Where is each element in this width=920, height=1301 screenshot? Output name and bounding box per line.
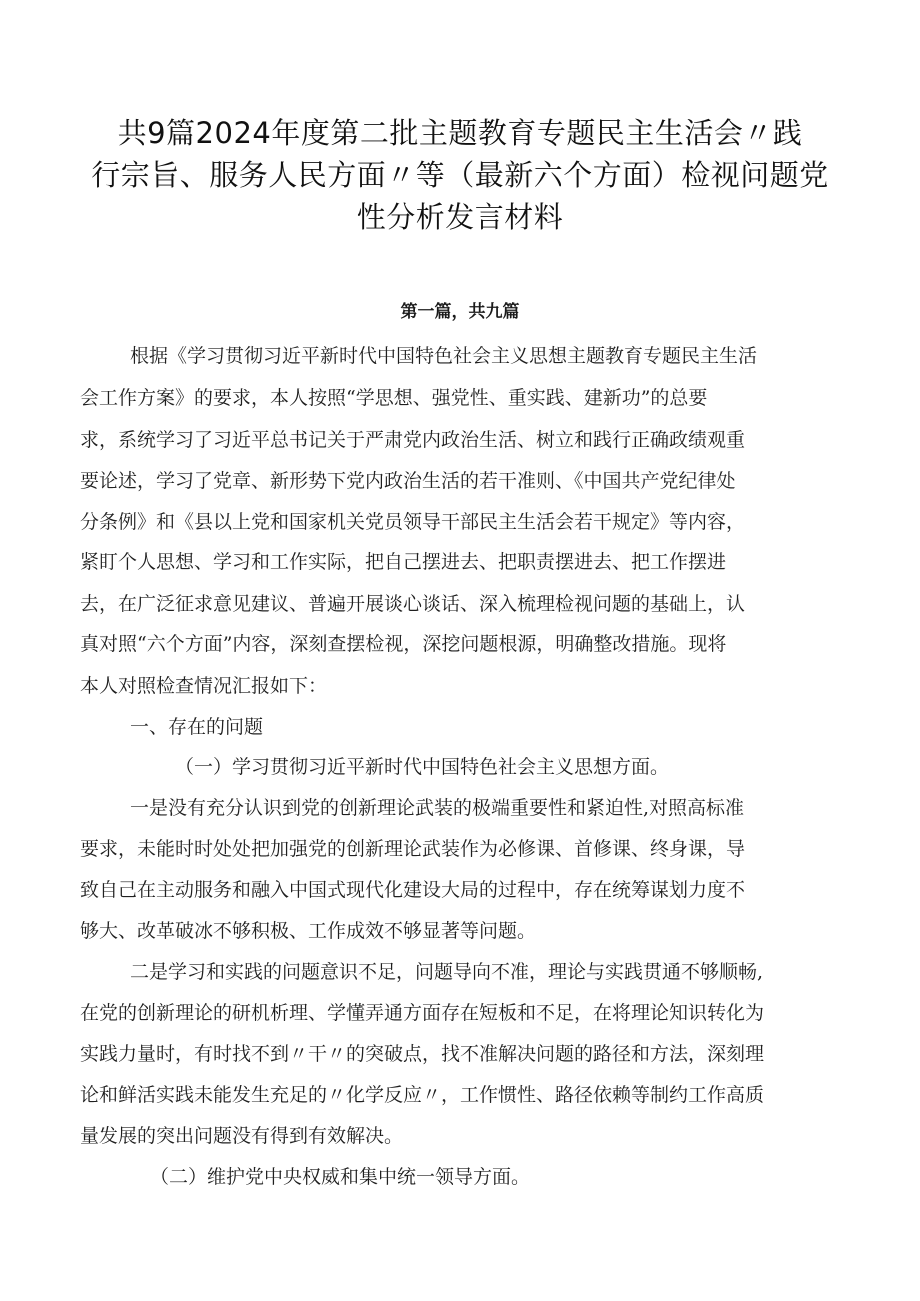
section-heading: 一、存在的问题: [130, 716, 264, 738]
paragraph-line: 在党的创新理论的研机析理、学懂弄通方面存在短板和不足，在将理论知识转化为: [80, 1002, 765, 1024]
intro-line: 会工作方案》的要求，本人按照“学思想、强党性、重实践、建新功”的总要: [80, 387, 708, 409]
intro-line: 去，在广泛征求意见建议、普遍开展谈心谈话、深入梳理检视问题的基础上，认: [80, 593, 746, 615]
paragraph-line: 量发展的突出问题没有得到有效解决。: [80, 1125, 404, 1147]
intro-line: 本人对照检查情况汇报如下：: [80, 675, 328, 697]
paragraph-line: 致自己在主动服务和融入中国式现代化建设大局的过程中，存在统筹谋划力度不: [80, 879, 746, 901]
title-line-1: 共9篇2024年度第二批主题教育专题民主生活会〃践: [117, 116, 803, 150]
title-line-3: 性分析发言材料: [356, 200, 564, 234]
intro-line: 求，系统学习了习近平总书记关于严肃党内政治生活、树立和践行正确政绩观重: [80, 429, 746, 451]
paragraph-line: 要求，未能时时处处把加强党的创新理论武装作为必修课、首修课、终身课，导: [80, 838, 746, 860]
subsection-heading: （二）维护党中央权威和集中统一领导方面。: [150, 1166, 531, 1188]
paragraph-line: 够大、改革破冰不够积极、工作成效不够显著等问题。: [80, 920, 537, 942]
intro-line: 根据《学习贯彻习近平新时代中国特色社会主义思想主题教育专题民主生活: [130, 345, 758, 367]
intro-line: 紧盯个人思想、学习和工作实际，把自己摆进去、把职责摆进去、把工作摆进: [80, 551, 727, 573]
intro-line: 分条例》和《县以上党和国家机关党员领导干部民主生活会若干规定》等内容，: [80, 511, 746, 533]
paragraph-line: 一是没有充分认识到党的创新理论武装的极端重要性和紧迫性,对照高标准: [130, 797, 745, 819]
paragraph-line: 实践力量时，有时找不到〃干〃的突破点，找不准解决问题的路径和方法，深刻理: [80, 1043, 765, 1065]
article-subtitle: 第一篇，共九篇: [400, 302, 520, 322]
subsection-heading: （一）学习贯彻习近平新时代中国特色社会主义思想方面。: [175, 756, 670, 778]
paragraph-line: 二是学习和实践的问题意识不足，问题导向不准，理论与实践贯通不够顺畅,: [130, 961, 764, 983]
intro-line: 真对照“六个方面”内容，深刻查摆检视，深挖问题根源，明确整改措施。现将: [80, 633, 727, 655]
intro-line: 要论述，学习了党章、新形势下党内政治生活的若干准则、《中国共产党纪律处: [80, 470, 736, 492]
paragraph-line: 论和鲜活实践未能发生充足的〃化学反应〃，工作惯性、路径依赖等制约工作高质: [80, 1084, 765, 1106]
title-line-2: 行宗旨、服务人民方面〃等（最新六个方面）检视问题党: [91, 158, 829, 192]
document-title: [90, 112, 830, 238]
